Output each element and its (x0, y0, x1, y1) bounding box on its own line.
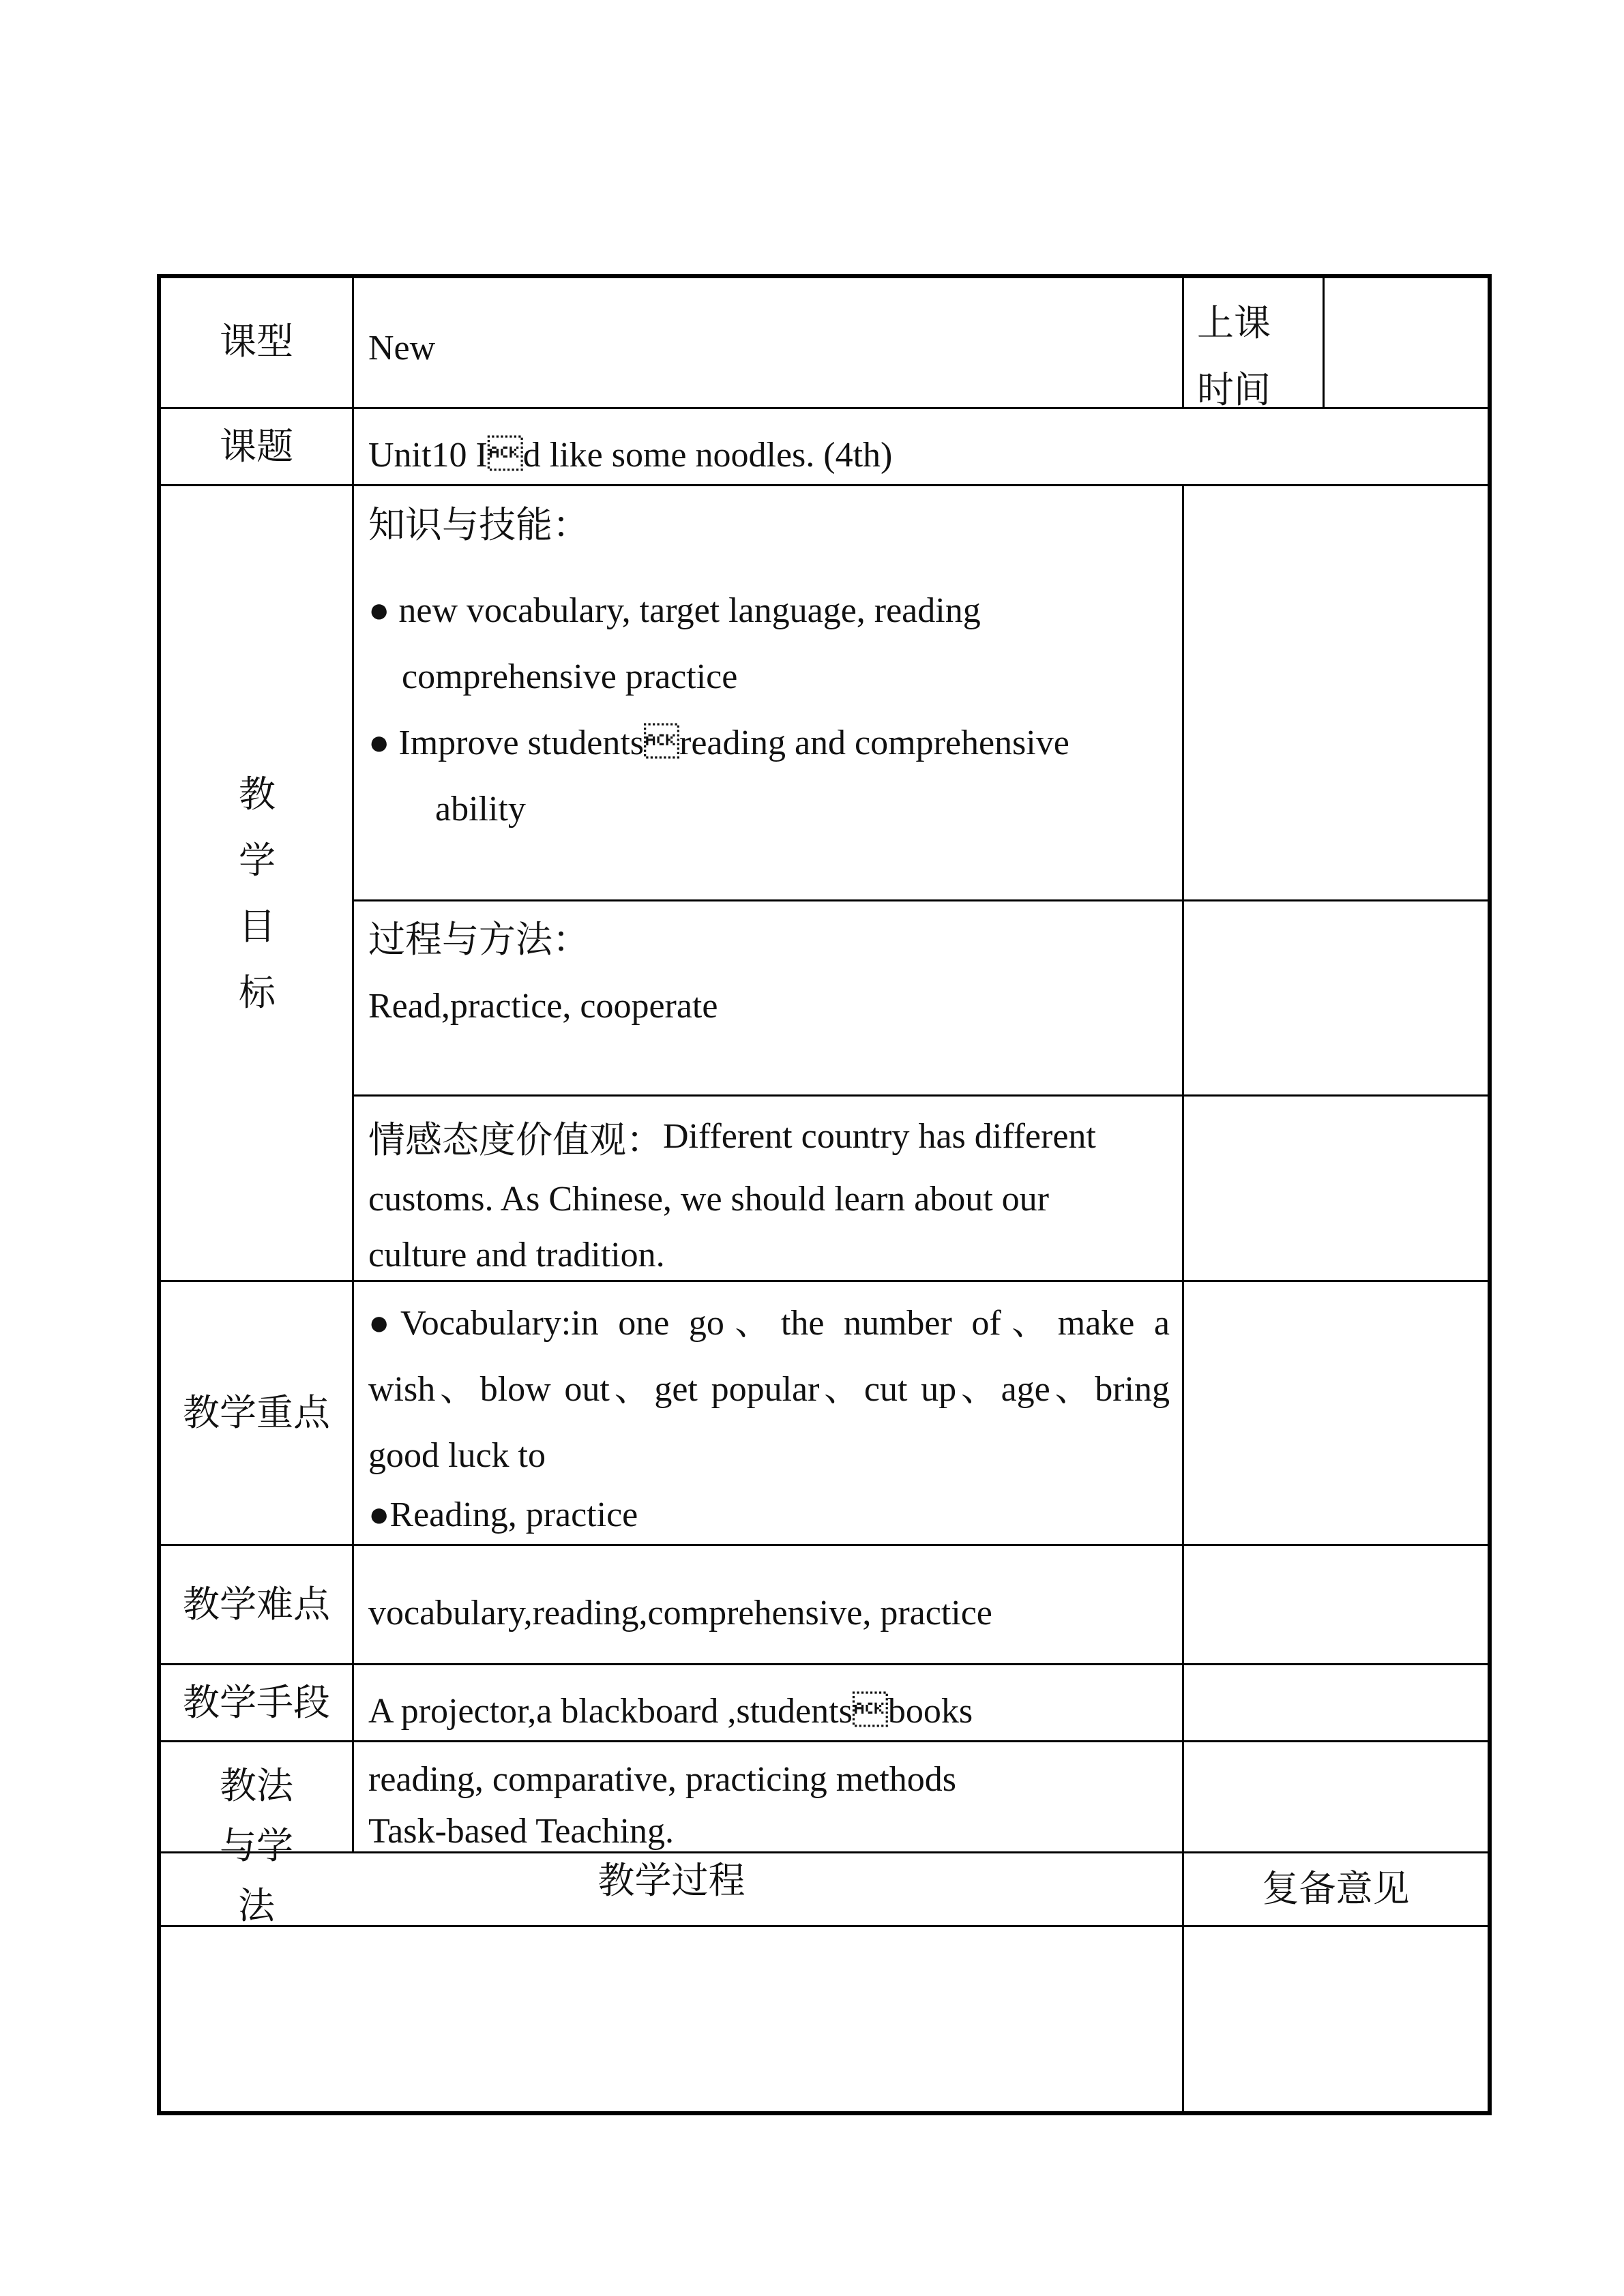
lesson-type-label (161, 276, 352, 407)
column-divider (352, 276, 354, 1851)
row-divider (159, 1740, 1490, 1742)
methods-line2: Task-based Teaching. (368, 1812, 675, 1851)
process-heading (368, 919, 589, 960)
topic-value (368, 438, 892, 473)
key-points-label (161, 1282, 352, 1544)
knowledge-bullet1-line2: comprehensive practice (402, 657, 738, 696)
emotion-line2: customs. As Chinese, we should learn about our (368, 1180, 1049, 1219)
row-divider (159, 1544, 1490, 1546)
difficulties-label (161, 1546, 352, 1663)
knowledge-heading-text: 知识与技能： (368, 503, 589, 546)
emotion-line1 (368, 1113, 1096, 1161)
class-time-label-line2: 时间 (1197, 368, 1271, 411)
lesson-type-value-text: New (368, 329, 436, 368)
row-divider (159, 1663, 1490, 1665)
means-value: A projector,a blackboard ,studentsbooks (368, 1692, 973, 1731)
methods-line2-clip (368, 1814, 1173, 1851)
emotion-heading: 情感态度价值观： (368, 1118, 663, 1161)
knowledge-bullet1-line1: ● new vocabulary, target language, reading (368, 591, 981, 630)
methods-label (161, 1742, 352, 1927)
lesson-type-label-text: 课型 (220, 320, 293, 363)
emotion-line3: culture and tradition. (368, 1236, 665, 1274)
objectives-label-char: 教 (239, 773, 276, 816)
emotion-line1-text: Different country has different (663, 1117, 1096, 1156)
process-header-left-text: 教学过程 (597, 1859, 745, 1903)
topic-value-text: Unit10 Id like some noodles. (4th) (368, 436, 893, 475)
lesson-type-value (368, 331, 435, 366)
objectives-label-char: 学 (239, 839, 276, 882)
difficulties-label-text: 教学难点 (183, 1583, 330, 1626)
row-divider (159, 407, 1490, 409)
process-heading-text: 过程与方法： (368, 918, 589, 961)
process-header-right (1184, 1858, 1488, 1920)
key-points-line3: good luck to (368, 1436, 546, 1475)
topic-label (161, 409, 352, 484)
objectives-label-char: 标 (239, 971, 276, 1014)
row-divider (159, 1280, 1490, 1282)
class-time-label-line1: 上课 (1197, 301, 1271, 344)
key-points-line2: wish、blow out、get popular、cut up、age、bring (368, 1370, 1170, 1409)
class-time-value (1325, 276, 1488, 407)
knowledge-bullet2-line2: ability (435, 790, 526, 829)
row-divider (353, 899, 1490, 901)
row-divider (353, 1094, 1490, 1097)
objectives-label-char: 目 (239, 905, 276, 948)
means-label-text: 教学手段 (183, 1681, 330, 1725)
class-time-label (1197, 290, 1271, 423)
knowledge-heading (368, 505, 589, 546)
topic-label-text: 课题 (220, 425, 293, 468)
process-header-left (161, 1853, 1182, 1908)
means-label (161, 1665, 352, 1740)
column-divider (1182, 276, 1184, 407)
process-text: Read,practice, cooperate (368, 987, 718, 1026)
key-points-line1: ●Vocabulary:in one go、the number of、make a (368, 1304, 1170, 1343)
methods-label-text: 教法与学法 (220, 1764, 293, 1927)
row-divider (159, 1925, 1490, 1927)
key-points-line4: ●Reading, practice (368, 1495, 638, 1534)
difficulties-value: vocabulary,reading,comprehensive, practice (368, 1594, 992, 1632)
knowledge-bullet2-line1: ● Improve studentsreading and comprehensive (368, 724, 1069, 762)
key-points-label-text: 教学重点 (183, 1391, 330, 1435)
row-divider (159, 484, 1490, 486)
process-header-right-text: 复备意见 (1262, 1867, 1410, 1911)
methods-line1: reading, comparative, practicing methods (368, 1760, 957, 1799)
